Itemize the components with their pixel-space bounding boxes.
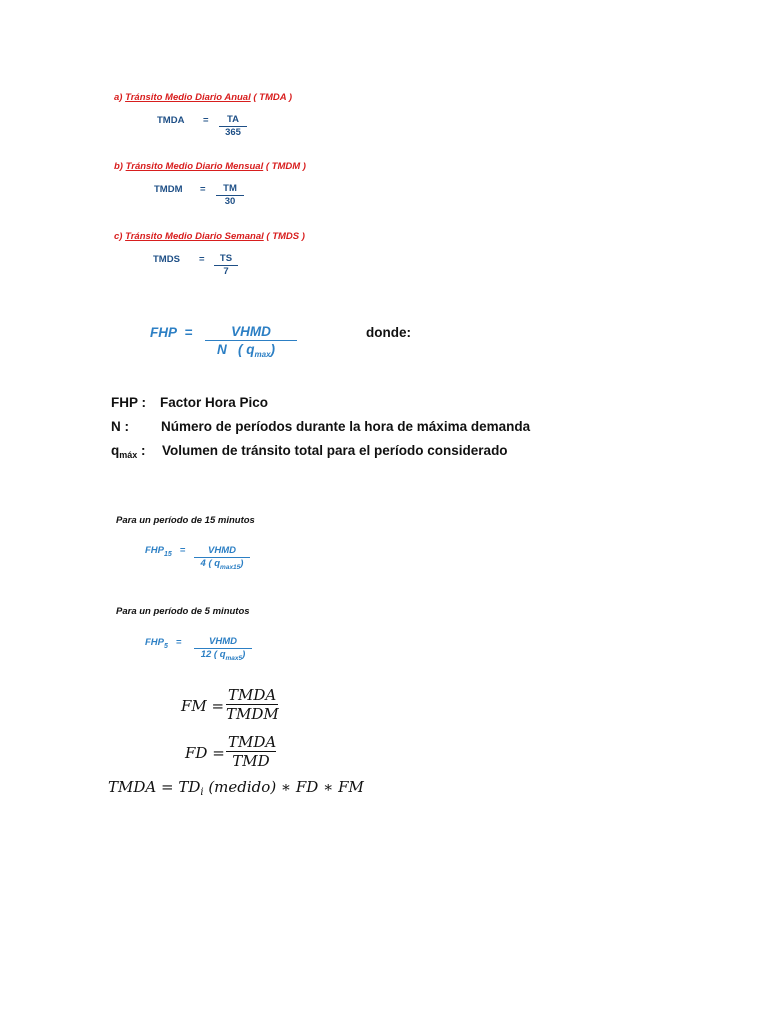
fhp-formula-lhs: FHP = — [150, 325, 193, 340]
period-15-heading: Para un período de 15 minutos — [116, 515, 255, 526]
fhp5-fraction — [194, 636, 252, 665]
definition-term-qmax: $q_{máx}$ : — [111, 443, 146, 460]
section-a-title: a) Tránsito Medio Diario Anual ( TMDA ) — [114, 92, 293, 103]
fm-fraction — [226, 686, 278, 723]
tmdm-fraction — [216, 183, 244, 208]
fraction-numerator: TA — [219, 114, 247, 127]
fm-equation-lhs: FM = — [181, 697, 225, 715]
equals-sign: = — [200, 184, 206, 195]
fraction-numerator: TS — [214, 253, 238, 266]
donde-label: donde: — [366, 325, 411, 340]
fraction-numerator: VHMD — [194, 636, 252, 649]
fraction-denominator: 12 ( $q_{max5}$) — [200, 649, 246, 662]
fhp-fraction — [205, 324, 297, 364]
definition-desc-qmax: Volumen de tránsito total para el período considerado — [162, 443, 508, 458]
fraction-denominator: 30 — [224, 196, 236, 207]
fraction-denominator: 4 ( $q_{max15}$) — [200, 558, 244, 571]
fd-equation-lhs: FD = — [185, 744, 225, 762]
fraction-denominator: 7 — [223, 266, 229, 277]
fhp15-fraction — [194, 545, 250, 574]
fd-fraction — [226, 733, 276, 770]
section-c-title: c) Tránsito Medio Diario Semanal ( TMDS ) — [114, 231, 305, 242]
fraction-denominator: TMDM — [226, 705, 279, 723]
fraction-denominator: N ( $q_{max}$) — [217, 342, 276, 359]
tmds-fraction — [214, 253, 238, 278]
fraction-numerator: TM — [216, 183, 244, 196]
fraction-numerator: VHMD — [194, 545, 250, 558]
fraction-denominator: 365 — [225, 127, 241, 138]
fhp5-lhs: $FHP_5$ = — [145, 637, 182, 650]
tmda-fraction — [219, 114, 247, 139]
definition-term-n: N : — [111, 419, 129, 434]
tmda-label: TMDA — [157, 115, 185, 126]
tmdm-label: TMDM — [154, 184, 183, 195]
equals-sign: = — [199, 254, 205, 265]
fraction-numerator: VHMD — [205, 324, 297, 341]
fraction-denominator: TMD — [232, 752, 270, 770]
fraction-numerator: TMDA — [228, 686, 277, 704]
fraction-numerator: TMDA — [228, 733, 277, 751]
tmds-label: TMDS — [153, 254, 180, 265]
fhp15-lhs: $FHP_{15}$ = — [145, 545, 186, 558]
section-b-title: b) Tránsito Medio Diario Mensual ( TMDM ) — [114, 161, 306, 172]
tmda-equation: TMDA = $TD_i$ (medido) ∗ FD ∗ FM — [108, 778, 364, 798]
definition-desc-n: Número de períodos durante la hora de máxima demanda — [161, 419, 531, 434]
definition-desc-fhp: Factor Hora Pico — [160, 395, 269, 410]
period-5-heading: Para un período de 5 minutos — [116, 606, 250, 617]
definition-term-fhp: FHP : — [111, 395, 147, 410]
equals-sign: = — [203, 115, 209, 126]
